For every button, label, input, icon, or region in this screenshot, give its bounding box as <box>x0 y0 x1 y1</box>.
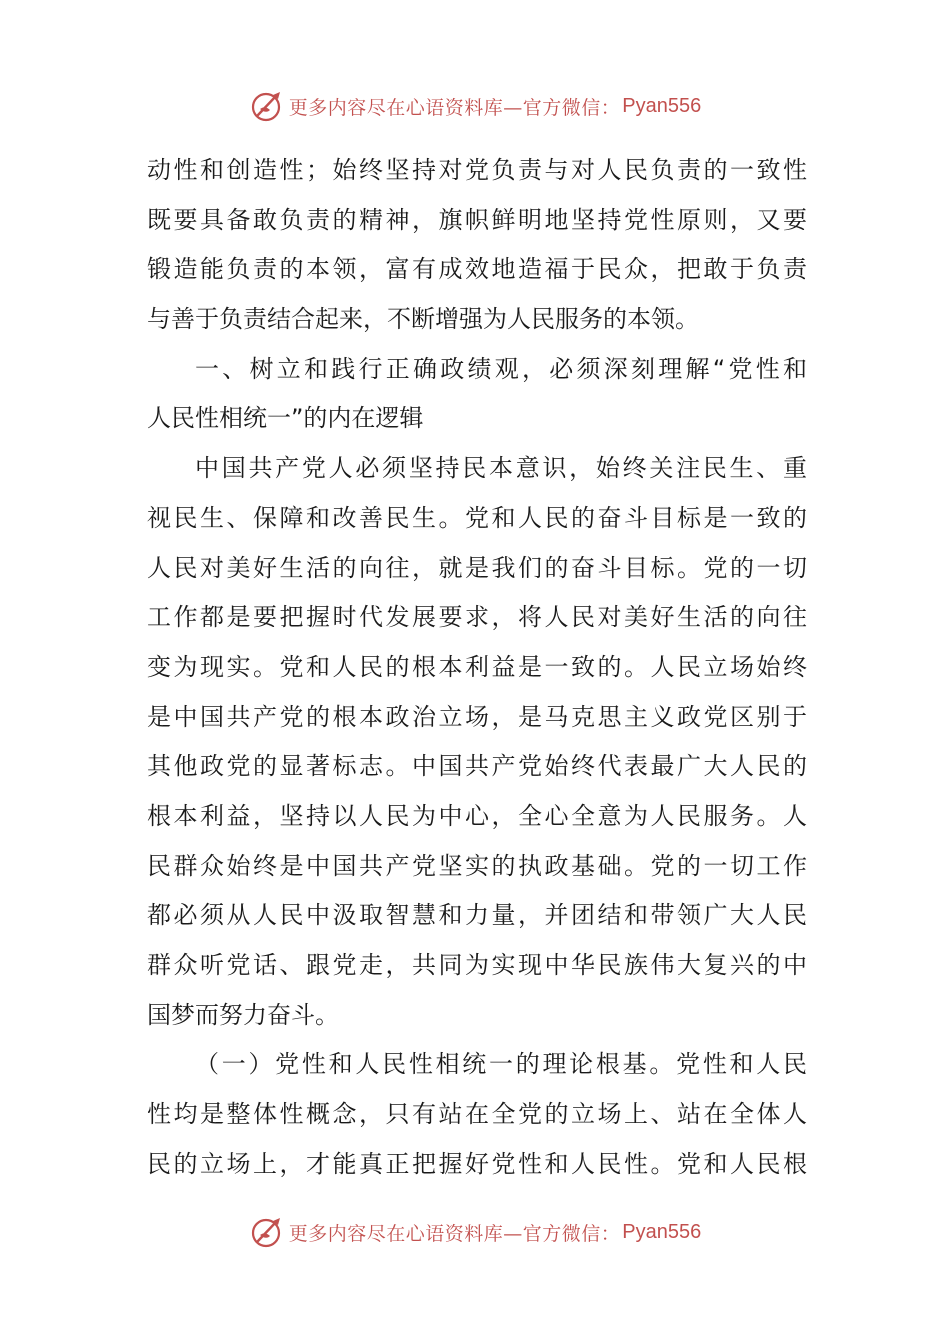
text-line: 都必须从人民中汲取智慧和力量，并团结和带领广大人民 <box>147 901 807 930</box>
text-line: 性均是整体性概念，只有站在全党的立场上、站在全体人 <box>147 1100 807 1129</box>
text-line: 变为现实。党和人民的根本利益是一致的。人民立场始终 <box>147 652 807 681</box>
text-line: 既要具备敢负责的精神，旗帜鲜明地坚持党性原则，又要 <box>147 205 807 234</box>
text-line: 与善于负责结合起来，不断增强为人民服务的本领。 <box>147 305 699 334</box>
watermark-text: 更多内容尽在心语资料库—官方微信： <box>288 1222 621 1245</box>
text-line: 是中国共产党的根本政治立场，是马克思主义政党区别于 <box>147 702 807 731</box>
text-line: 中国共产党人必须坚持民本意识，始终关注民生、重 <box>195 454 807 483</box>
text-line: 群众听党话、跟党走，共同为实现中华民族伟大复兴的中 <box>147 951 807 979</box>
text-line: 锻造能负责的本领，富有成效地造福于民众，把敢于负责 <box>147 255 807 284</box>
footer-watermark <box>0 1212 950 1252</box>
header-watermark <box>0 86 950 126</box>
watermark-text: 更多内容尽在心语资料库—官方微信： <box>288 96 621 119</box>
text-line: 视民生、保障和改善民生。党和人民的奋斗目标是一致的 <box>147 503 807 532</box>
text-line: 根本利益，坚持以人民为中心，全心全意为人民服务。人 <box>147 801 807 830</box>
pen-logo-icon <box>249 1214 285 1250</box>
text-line: 民的立场上，才能真正把握好党性和人民性。党和人民根 <box>147 1149 807 1178</box>
section-heading-line: 人民性相统一”的内在逻辑 <box>147 404 424 433</box>
section-heading-line: 一、树立和践行正确政绩观，必须深刻理解“党性和 <box>195 354 807 383</box>
text-line: 民群众始终是中国共产党坚实的执政基础。党的一切工作 <box>147 851 807 880</box>
text-line: 动性和创造性；始终坚持对党负责与对人民负责的一致性 <box>147 156 807 184</box>
document-body <box>147 146 807 1189</box>
text-line: 国梦而努力奋斗。 <box>147 1000 339 1029</box>
text-line: 人民对美好生活的向往，就是我们的奋斗目标。党的一切 <box>147 553 807 582</box>
text-line: （一）党性和人民性相统一的理论根基。党性和人民 <box>195 1050 807 1079</box>
watermark-wechat-id: Pyan556 <box>622 1220 702 1243</box>
text-line: 其他政党的显著标志。中国共产党始终代表最广大人民的 <box>147 752 807 781</box>
pen-logo-icon <box>249 88 285 124</box>
watermark-wechat-id: Pyan556 <box>622 94 702 117</box>
text-line: 工作都是要把握时代发展要求，将人民对美好生活的向往 <box>147 603 807 632</box>
